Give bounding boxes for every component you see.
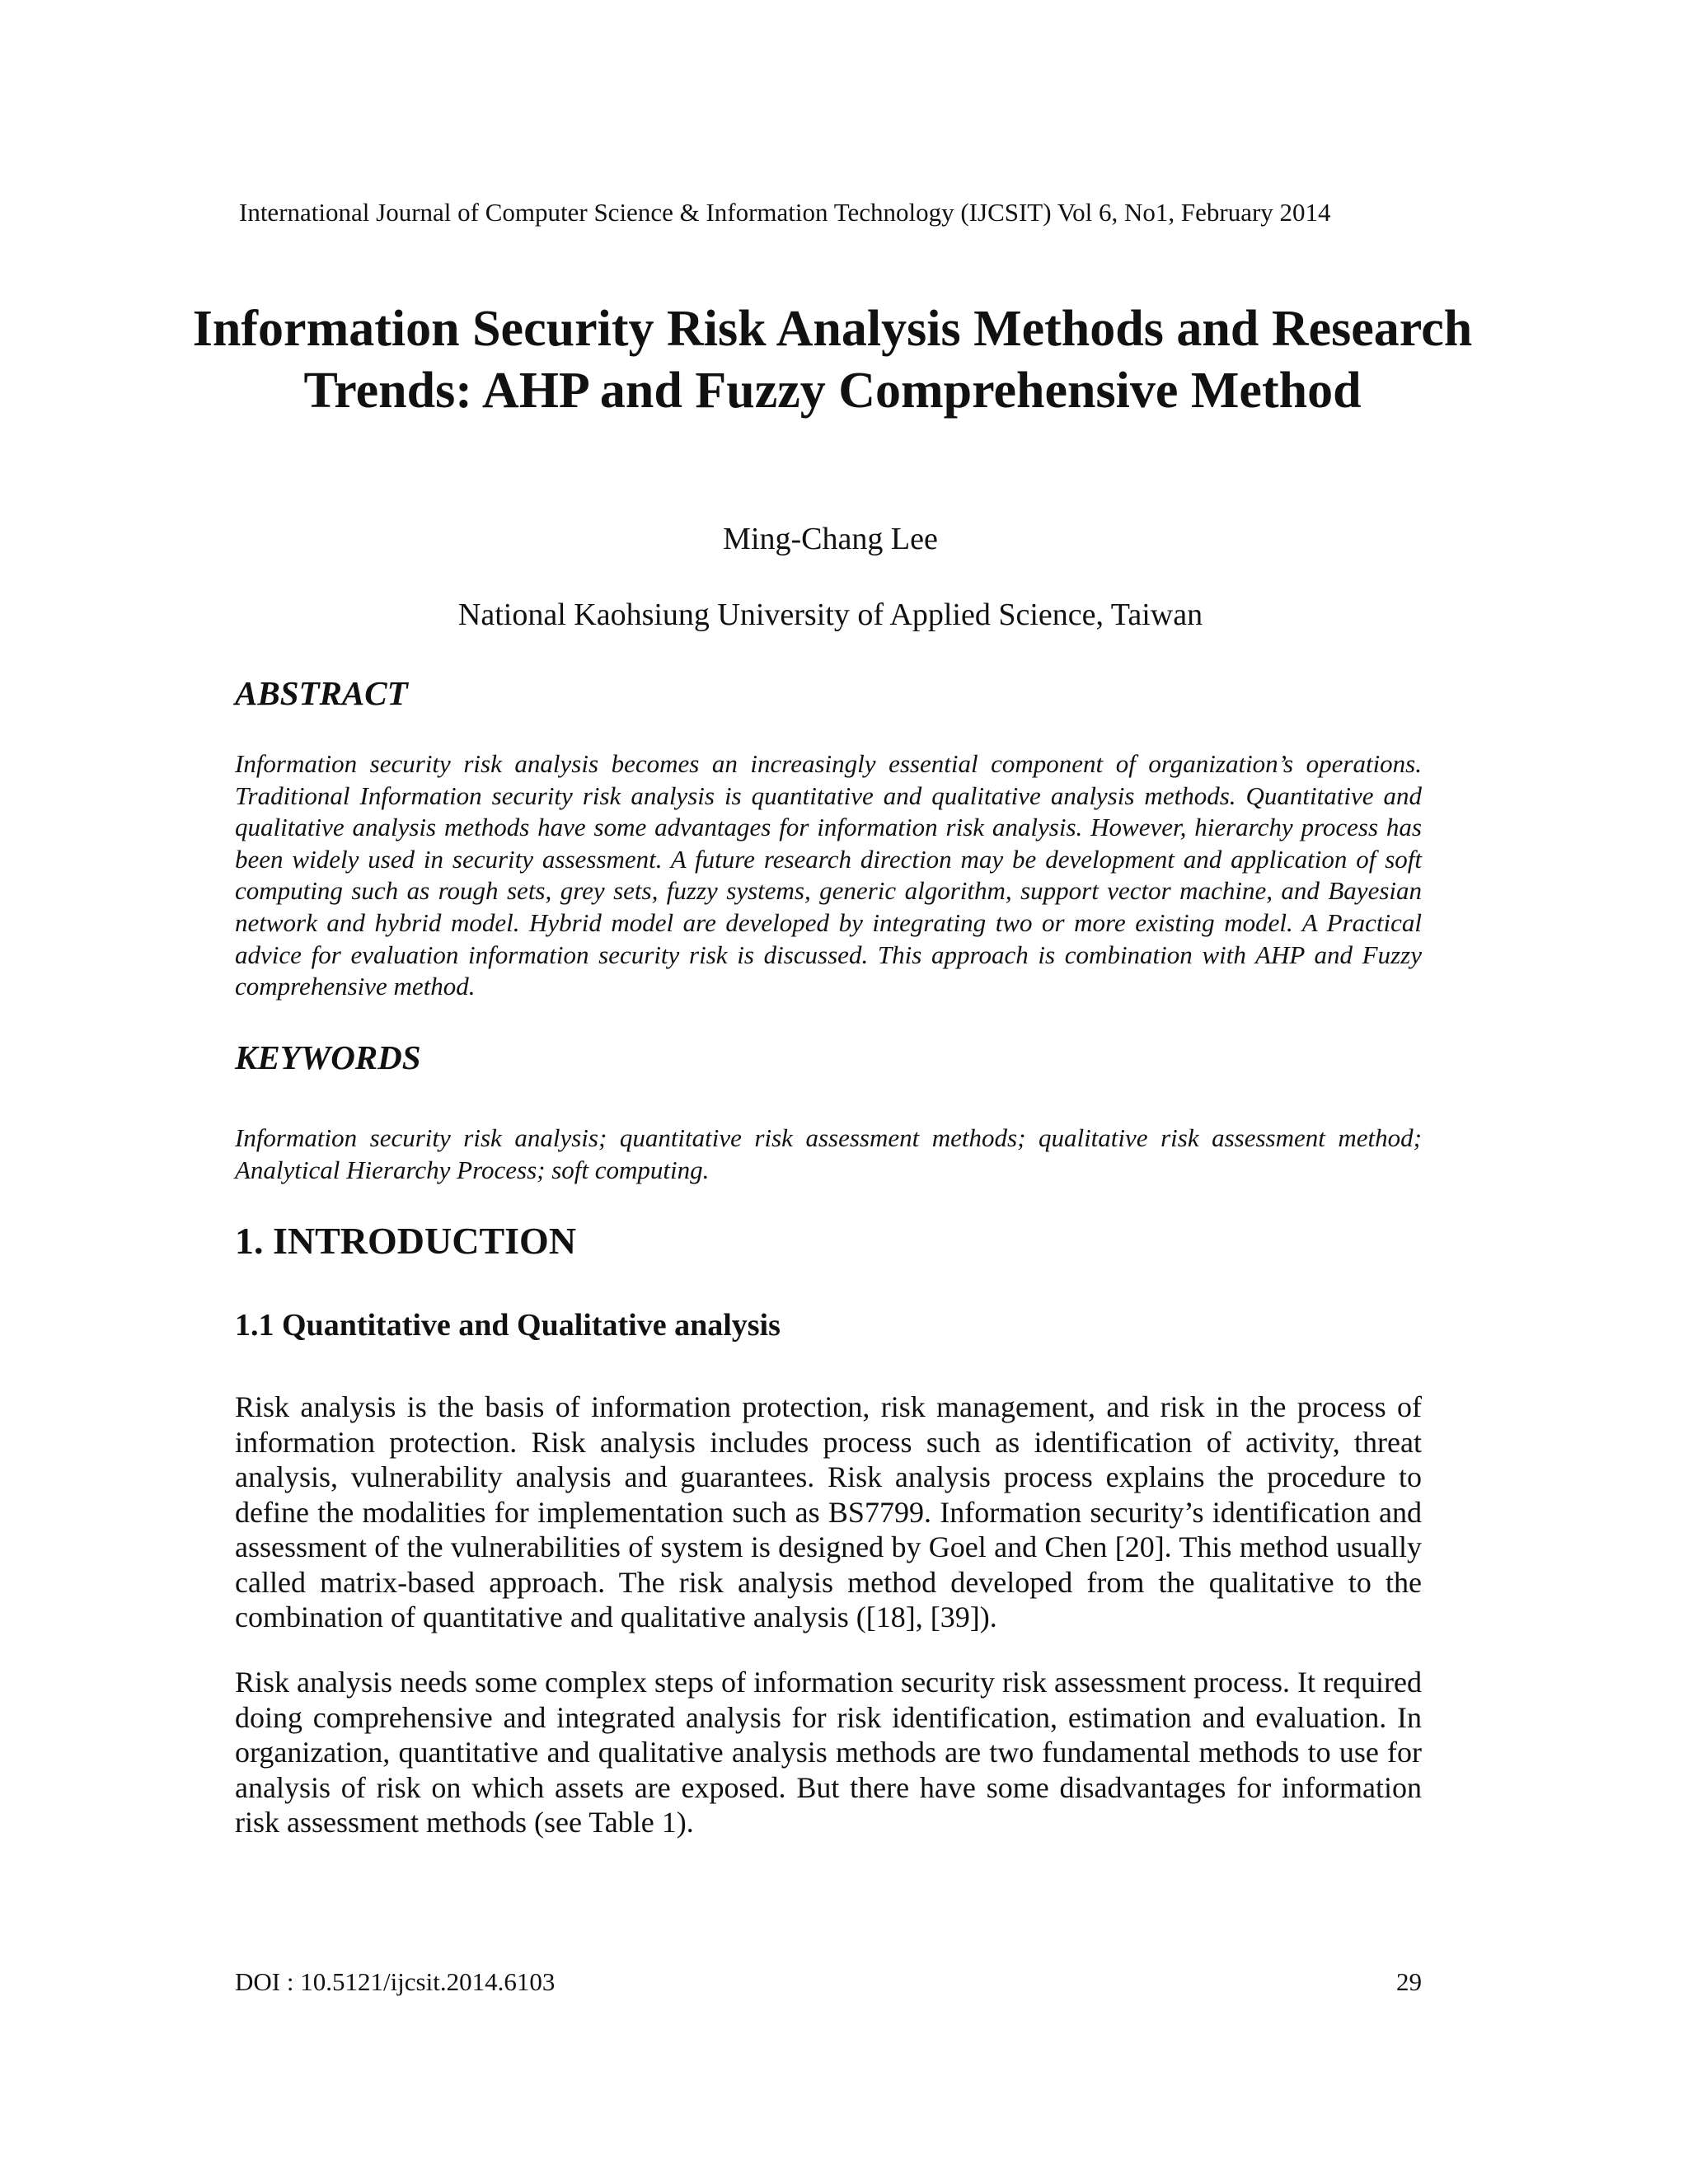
- paper-title: Information Security Risk Analysis Methods and Research Trends: AHP and Fuzzy Comprehensive Method: [192, 301, 1473, 419]
- introduction-heading: 1. INTRODUCTION: [235, 1220, 577, 1262]
- body-paragraph: Risk analysis needs some complex steps of information security risk assessment process. It required doing comprehensive and integrated analysis for risk identification, estimation and evaluation. In organization, quantitative and qualitative analysis methods are two fundamental methods to use for analysis of risk on which assets are exposed. But there have some disadvantages for information risk assessment methods (see Table 1).: [235, 1666, 1422, 1839]
- abstract-text: Information security risk analysis becomes an increasingly essential component of organization’s operations. Traditional Information security risk analysis is quantitative and qualitative analysis methods. Quantitative and qualitative analysis methods have some advantages for information risk analysis. However, hierarchy process has been widely used in security assessment. A future research direction may be development and application of soft computing such as rough sets, grey sets, fuzzy systems, generic algorithm, support vector machine, and Bayesian network and hybrid model. Hybrid model are developed by integrating two or more existing model. A Practical advice for evaluation information security risk is discussed. This approach is combination with AHP and Fuzzy comprehensive method.: [235, 749, 1422, 1001]
- doi-footer: DOI : 10.5121/ijcsit.2014.6103: [235, 1967, 556, 1996]
- keywords-heading: KEYWORDS: [235, 1038, 421, 1076]
- running-header: International Journal of Computer Science & Information Technology (IJCSIT) Vol 6, No1, February 2014: [239, 198, 1331, 227]
- author-affiliation: National Kaohsiung University of Applied Science, Taiwan: [457, 598, 1203, 632]
- author-name: Ming-Chang Lee: [723, 522, 938, 556]
- body-paragraph: Risk analysis is the basis of information protection, risk management, and risk in the process of information protection. Risk analysis includes process such as identification of activity, threat analysis, vulnerability analysis and guarantees. Risk analysis process explains the procedure to define the modalities for implementation such as BS7799. Information security’s identification and assessment of the vulnerabilities of system is designed by Goel and Chen [20]. This method usually called matrix-based approach. The risk analysis method developed from the qualitative to the combination of quantitative and qualitative analysis ([18], [39]).: [235, 1390, 1422, 1633]
- subsection-heading: 1.1 Quantitative and Qualitative analysis: [235, 1308, 781, 1343]
- keywords-text: Information security risk analysis; quantitative risk assessment methods; qualitative risk assessment method; Analytical Hierarchy Process; soft computing.: [235, 1123, 1422, 1184]
- abstract-heading: ABSTRACT: [235, 674, 408, 712]
- page-number: 29: [1396, 1967, 1422, 1996]
